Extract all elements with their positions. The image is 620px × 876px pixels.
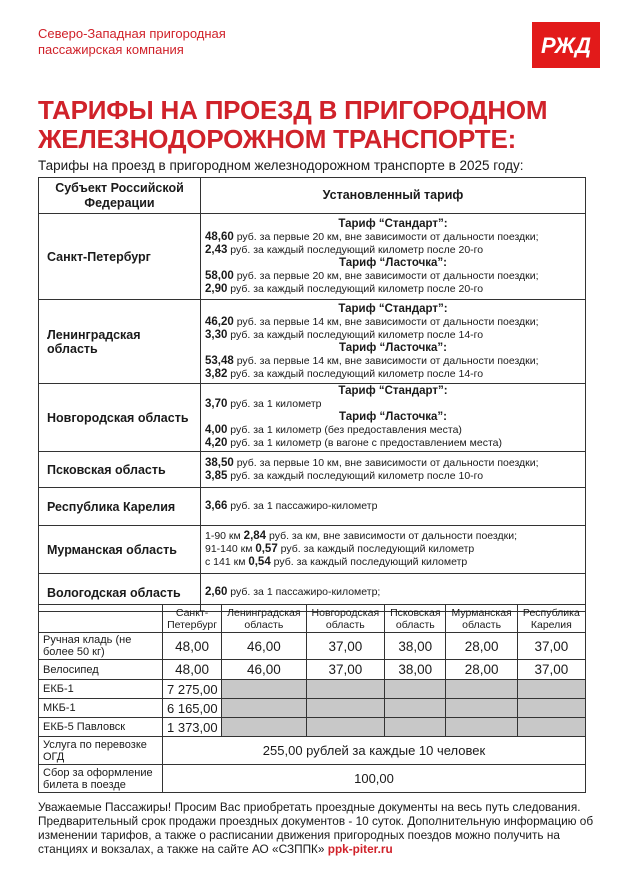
tariff-name: Тариф “Стандарт”: bbox=[338, 385, 448, 397]
service-row bbox=[39, 765, 586, 793]
service-price: 100,00 bbox=[163, 765, 586, 793]
tariff-desc: руб. за первые 10 км, вне зависимости от дальности поездки; bbox=[233, 456, 539, 469]
ticket-price: 1 373,00 bbox=[163, 718, 222, 737]
tariff-desc: руб. за 1 километр (без предоставления места) bbox=[227, 424, 462, 436]
region-column-header: Псковская область bbox=[385, 605, 446, 633]
ticket-price: 7 275,00 bbox=[163, 680, 222, 699]
baggage-price: 48,00 bbox=[163, 633, 222, 660]
company-name-line2: пассажирская компания bbox=[38, 42, 184, 57]
tariff-price: 46,20 bbox=[205, 315, 234, 328]
tariff-line bbox=[205, 530, 581, 543]
tariff-desc: руб. за 1 километр (в вагоне с предоставлением места) bbox=[227, 437, 503, 449]
tariff-price: 0,54 bbox=[248, 556, 271, 568]
baggage-price: 37,00 bbox=[306, 660, 385, 680]
tariff-table-header bbox=[39, 178, 586, 214]
service-label: Услуга по перевозке ОГД bbox=[39, 737, 163, 765]
tariff-price: 38,50 bbox=[205, 456, 234, 469]
baggage-price: 37,00 bbox=[517, 660, 585, 680]
tariff-name: Тариф “Ласточка”: bbox=[338, 256, 447, 269]
tariff-desc: руб. за каждый последующий километр после 20-го bbox=[227, 282, 484, 295]
baggage-price: 28,00 bbox=[446, 660, 517, 680]
tariff-row bbox=[39, 214, 586, 300]
tariff-line bbox=[205, 470, 581, 483]
rzd-logo-icon bbox=[538, 28, 594, 62]
company-name bbox=[38, 26, 298, 58]
empty-cell bbox=[222, 718, 306, 737]
tariff-desc: руб. за 1 пассажиро-километр bbox=[227, 500, 378, 512]
baggage-price: 37,00 bbox=[306, 633, 385, 660]
region-name: Новгородская область bbox=[39, 384, 201, 452]
tariff-desc: руб. за каждый последующий километр после 14-го bbox=[227, 328, 484, 341]
empty-cell bbox=[385, 718, 446, 737]
region-name: Вологодская область bbox=[39, 574, 201, 612]
tariff-cell bbox=[201, 452, 586, 488]
tariff-desc: руб. за 1 пассажиро-километр; bbox=[227, 586, 381, 598]
tariff-price: 4,00 bbox=[205, 424, 228, 436]
tariff-row bbox=[39, 452, 586, 488]
ticket-row bbox=[39, 680, 586, 699]
tariff-price: 2,90 bbox=[205, 282, 228, 295]
tariff-cell bbox=[201, 488, 586, 526]
tariff-row bbox=[39, 488, 586, 526]
service-label: Сбор за оформление билета в поезде bbox=[39, 765, 163, 793]
tariff-line bbox=[205, 368, 581, 381]
region-name: Мурманская область bbox=[39, 526, 201, 574]
tariff-price: 58,00 bbox=[205, 269, 234, 282]
empty-cell bbox=[446, 718, 517, 737]
tariff-cell bbox=[201, 384, 586, 452]
tariff-desc: руб. за каждый последующий километр bbox=[277, 543, 475, 555]
baggage-price: 28,00 bbox=[446, 633, 517, 660]
empty-cell bbox=[385, 680, 446, 699]
tariff-desc: руб. за км, вне зависимости от дальности поездки; bbox=[266, 530, 517, 542]
empty-cell bbox=[222, 680, 306, 699]
tariff-line bbox=[205, 244, 581, 257]
empty-cell bbox=[517, 680, 585, 699]
empty-cell bbox=[306, 699, 385, 718]
site-link[interactable]: ppk-piter.ru bbox=[327, 842, 393, 856]
tariff-cell bbox=[201, 526, 586, 574]
empty-cell bbox=[517, 699, 585, 718]
ticket-label: ЕКБ-5 Павловск bbox=[39, 718, 163, 737]
tariff-price: 0,57 bbox=[255, 543, 278, 555]
tariff-desc: руб. за каждый последующий километр после 14-го bbox=[227, 367, 484, 380]
region-name: Ленинградская область bbox=[39, 300, 201, 384]
tariff-cell bbox=[201, 214, 586, 300]
tariff-desc: руб. за 1 километр bbox=[227, 398, 322, 410]
ticket-label: ЕКБ-1 bbox=[39, 680, 163, 699]
ticket-row bbox=[39, 718, 586, 737]
tariff-desc: руб. за каждый последующий километр bbox=[270, 556, 468, 568]
region-column-header: Мурманская область bbox=[446, 605, 517, 633]
region-name: Псковская область bbox=[39, 452, 201, 488]
tariff-name: Тариф “Ласточка”: bbox=[338, 411, 447, 423]
page-title-line1: ТАРИФЫ НА ПРОЕЗД В ПРИГОРОДНОМ bbox=[38, 95, 548, 125]
tariff-line bbox=[205, 556, 581, 569]
ticket-row bbox=[39, 699, 586, 718]
tariff-line bbox=[205, 543, 581, 556]
baggage-table-header bbox=[39, 605, 586, 633]
tariff-line bbox=[205, 270, 581, 283]
tariff-line bbox=[205, 457, 581, 470]
tariff-name: Тариф “Стандарт”: bbox=[338, 217, 448, 230]
tariff-line bbox=[205, 586, 581, 599]
tariff-line bbox=[205, 329, 581, 342]
baggage-price: 48,00 bbox=[163, 660, 222, 680]
tariff-row bbox=[39, 526, 586, 574]
tariff-price: 3,85 bbox=[205, 469, 228, 482]
tariff-desc: руб. за каждый последующий километр после 10-го bbox=[227, 469, 484, 482]
tariff-table bbox=[38, 177, 586, 612]
tariff-distance: 91-140 км bbox=[205, 543, 256, 555]
tariff-line bbox=[205, 500, 581, 513]
baggage-price: 46,00 bbox=[222, 660, 306, 680]
service-price: 255,00 рублей за каждые 10 человек bbox=[163, 737, 586, 765]
tariff-desc: руб. за первые 14 км, вне зависимости от дальности поездки; bbox=[233, 315, 539, 328]
tariff-line bbox=[205, 355, 581, 368]
ticket-price: 6 165,00 bbox=[163, 699, 222, 718]
rzd-logo bbox=[532, 22, 600, 68]
tariff-name: Тариф “Стандарт”: bbox=[338, 302, 448, 315]
region-column-header: Новгородская область bbox=[306, 605, 385, 633]
tariff-row bbox=[39, 300, 586, 384]
region-column-header: Ленинградская область bbox=[222, 605, 306, 633]
baggage-price: 37,00 bbox=[517, 633, 585, 660]
region-column-header: Санкт-Петербург bbox=[163, 605, 222, 633]
footer-text: Уважаемые Пассажиры! Просим Вас приобретать проездные документы на весь путь следования. Предварительный срок продажи проездных документов - 10 суток. Дополнительную информацию об изменении тарифов, а также о расписании движения пригородных поездов можно получить на станциях и вокзалах, а также на сайте АО «СЗППК» bbox=[38, 800, 594, 856]
empty-cell bbox=[385, 699, 446, 718]
tariff-price: 3,66 bbox=[205, 500, 228, 512]
tariff-desc: руб. за первые 20 км, вне зависимости от дальности поездки; bbox=[233, 269, 539, 282]
empty-cell bbox=[517, 718, 585, 737]
baggage-label: Ручная кладь (не более 50 кг) bbox=[39, 633, 163, 660]
baggage-table bbox=[38, 604, 586, 793]
empty-cell bbox=[222, 699, 306, 718]
empty-cell bbox=[446, 699, 517, 718]
tariff-desc: руб. за каждый последующий километр после 20-го bbox=[227, 243, 484, 256]
empty-cell bbox=[306, 718, 385, 737]
baggage-row bbox=[39, 660, 586, 680]
tariff-row bbox=[39, 384, 586, 452]
tariff-line bbox=[205, 316, 581, 329]
tariff-price: 53,48 bbox=[205, 354, 234, 367]
region-name: Республика Карелия bbox=[39, 488, 201, 526]
baggage-row bbox=[39, 633, 586, 660]
tariff-line bbox=[205, 437, 581, 450]
tariff-price: 3,30 bbox=[205, 328, 228, 341]
tariff-name: Тариф “Ласточка”: bbox=[338, 341, 447, 354]
region-name: Санкт-Петербург bbox=[39, 214, 201, 300]
tariff-price: 48,60 bbox=[205, 230, 234, 243]
rzd-logo-text: РЖД bbox=[540, 33, 592, 58]
baggage-price: 38,00 bbox=[385, 633, 446, 660]
tariff-price: 3,70 bbox=[205, 398, 228, 410]
tariff-distance: 1-90 км bbox=[205, 530, 244, 542]
baggage-label: Велосипед bbox=[39, 660, 163, 680]
tariff-desc: руб. за первые 20 км, вне зависимости от дальности поездки; bbox=[233, 230, 539, 243]
tariff-price: 2,84 bbox=[243, 530, 267, 542]
service-row bbox=[39, 737, 586, 765]
page-subtitle: Тарифы на проезд в пригородном железнодорожном транспорте в 2025 году: bbox=[38, 158, 524, 173]
col-tariff-header: Установленный тариф bbox=[201, 178, 586, 214]
tariff-price: 4,20 bbox=[205, 437, 228, 449]
tariff-cell bbox=[201, 300, 586, 384]
tariff-line bbox=[205, 283, 581, 296]
baggage-price: 38,00 bbox=[385, 660, 446, 680]
col-region-header: Субъект Российской Федерации bbox=[39, 178, 201, 214]
page-title-line2: ЖЕЛЕЗНОДОРОЖНОМ ТРАНСПОРТЕ: bbox=[38, 124, 517, 154]
baggage-price: 46,00 bbox=[222, 633, 306, 660]
tariff-desc: руб. за первые 14 км, вне зависимости от дальности поездки; bbox=[233, 354, 539, 367]
region-column-header: Республика Карелия bbox=[517, 605, 585, 633]
tariff-price: 2,60 bbox=[205, 586, 228, 598]
company-name-line1: Северо-Западная пригородная bbox=[38, 26, 226, 41]
ticket-label: МКБ-1 bbox=[39, 699, 163, 718]
page-title bbox=[38, 96, 598, 154]
empty-cell bbox=[446, 680, 517, 699]
tariff-price: 2,43 bbox=[205, 243, 228, 256]
tariff-line bbox=[205, 231, 581, 244]
tariff-line bbox=[205, 398, 581, 411]
tariff-price: 3,82 bbox=[205, 367, 228, 380]
tariff-distance: с 141 км bbox=[205, 556, 249, 568]
empty-cell bbox=[306, 680, 385, 699]
baggage-corner bbox=[39, 605, 163, 633]
footer-notice bbox=[38, 800, 598, 856]
tariff-line bbox=[205, 424, 581, 437]
